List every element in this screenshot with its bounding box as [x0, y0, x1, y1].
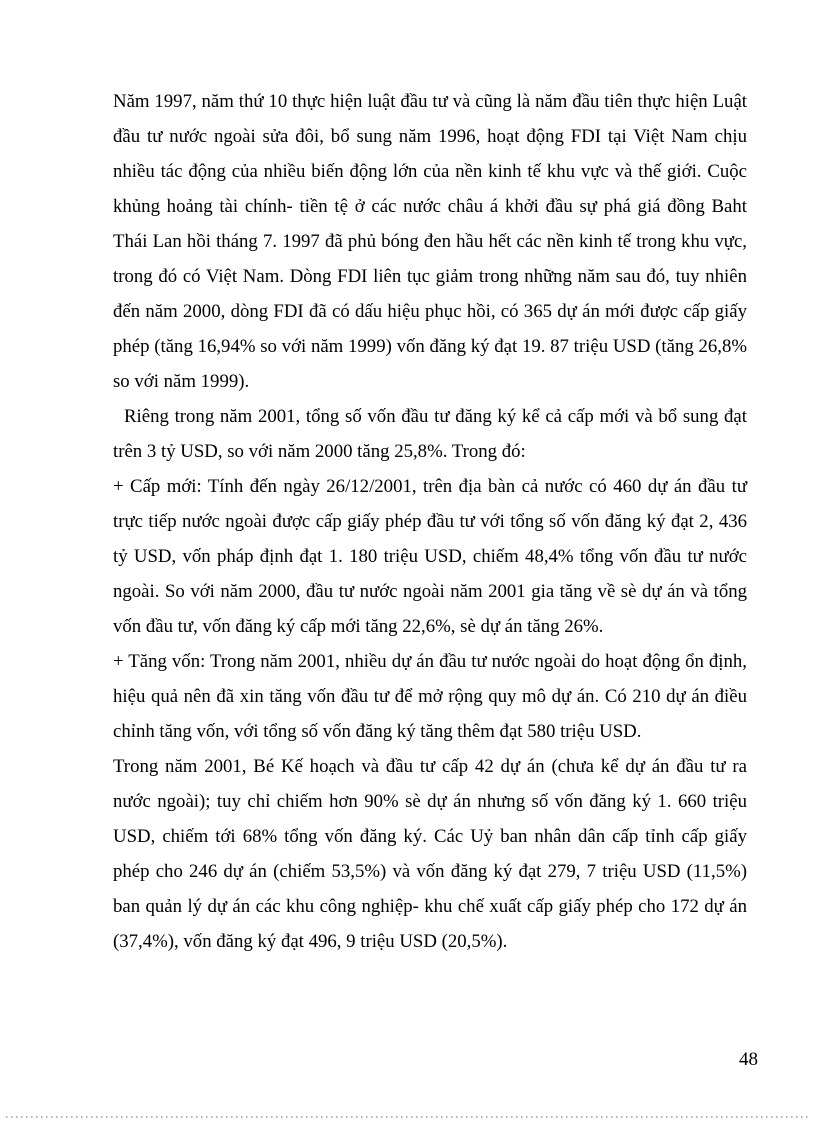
page-number: 48 — [739, 1049, 758, 1070]
body-text — [113, 84, 747, 959]
paragraph-licensing-authorities: Trong năm 2001, Bé Kế hoạch và đầu tư cấp 42 dự án (chưa kể dự án đầu tư ra nước ngoài); tuy chỉ chiếm hơn 90% sè dự án nhưng số vốn đăng ký 1. 660 triệu USD, chiếm tới 68% tổng vốn đăng ký. Các Uỷ ban nhân dân cấp tỉnh cấp giấy phép cho 246 dự án (chiếm 53,5%) và vốn đăng ký đạt 279, 7 triệu USD (11,5%) ban quản lý dự án các khu công nghiệp- khu chế xuất cấp giấy phép cho 172 dự án (37,4%), vốn đăng ký đạt 496, 9 triệu USD (20,5%). — [113, 756, 747, 952]
paragraph-2001-total-capital: Riêng trong năm 2001, tổng số vốn đầu tư đăng ký kể cả cấp mới và bổ sung đạt trên 3 tỷ USD, so với năm 2000 tăng 25,8%. Trong đó: — [113, 406, 747, 462]
page-bottom-border — [6, 1116, 810, 1118]
paragraph-fdi-1997-overview: Năm 1997, năm thứ 10 thực hiện luật đầu tư và cũng là năm đầu tiên thực hiện Luật đầu tư nước ngoài sửa đôi, bổ sung năm 1996, hoạt động FDI tại Việt Nam chịu nhiều tác động của nhiều biến động lớn của nền kinh tế khu vực và thế giới. Cuộc khủng hoảng tài chính- tiền tệ ở các nước châu á khởi đầu sự phá giá đồng Baht Thái Lan hồi tháng 7. 1997 đã phủ bóng đen hầu hết các nền kinh tế trong khu vực, trong đó có Việt Nam. Dòng FDI liên tục giảm trong những năm sau đó, tuy nhiên đến năm 2000, dòng FDI đã có dấu hiệu phục hồi, có 365 dự án mới được cấp giấy phép (tăng 16,94% so với năm 1999) vốn đăng ký đạt 19. 87 triệu USD (tăng 26,8% so với năm 1999). — [113, 91, 747, 392]
paragraph-new-licenses: + Cấp mới: Tính đến ngày 26/12/2001, trên địa bàn cả nước có 460 dự án đầu tư trực tiếp nước ngoài được cấp giấy phép đầu tư với tổng số vốn đăng ký đạt 2, 436 tỷ USD, vốn pháp định đạt 1. 180 triệu USD, chiếm 48,4% tổng vốn đầu tư nước ngoài. So với năm 2000, đầu tư nước ngoài năm 2001 gia tăng về sè dự án và tổng vốn đầu tư, vốn đăng ký cấp mới tăng 22,6%, sè dự án tăng 26%. — [113, 476, 747, 637]
paragraph-capital-increase: + Tăng vốn: Trong năm 2001, nhiều dự án đầu tư nước ngoài do hoạt động ổn định, hiệu quả nên đã xin tăng vốn đầu tư để mở rộng quy mô dự án. Có 210 dự án điều chỉnh tăng vốn, với tổng số vốn đăng ký tăng thêm đạt 580 triệu USD. — [113, 651, 747, 742]
